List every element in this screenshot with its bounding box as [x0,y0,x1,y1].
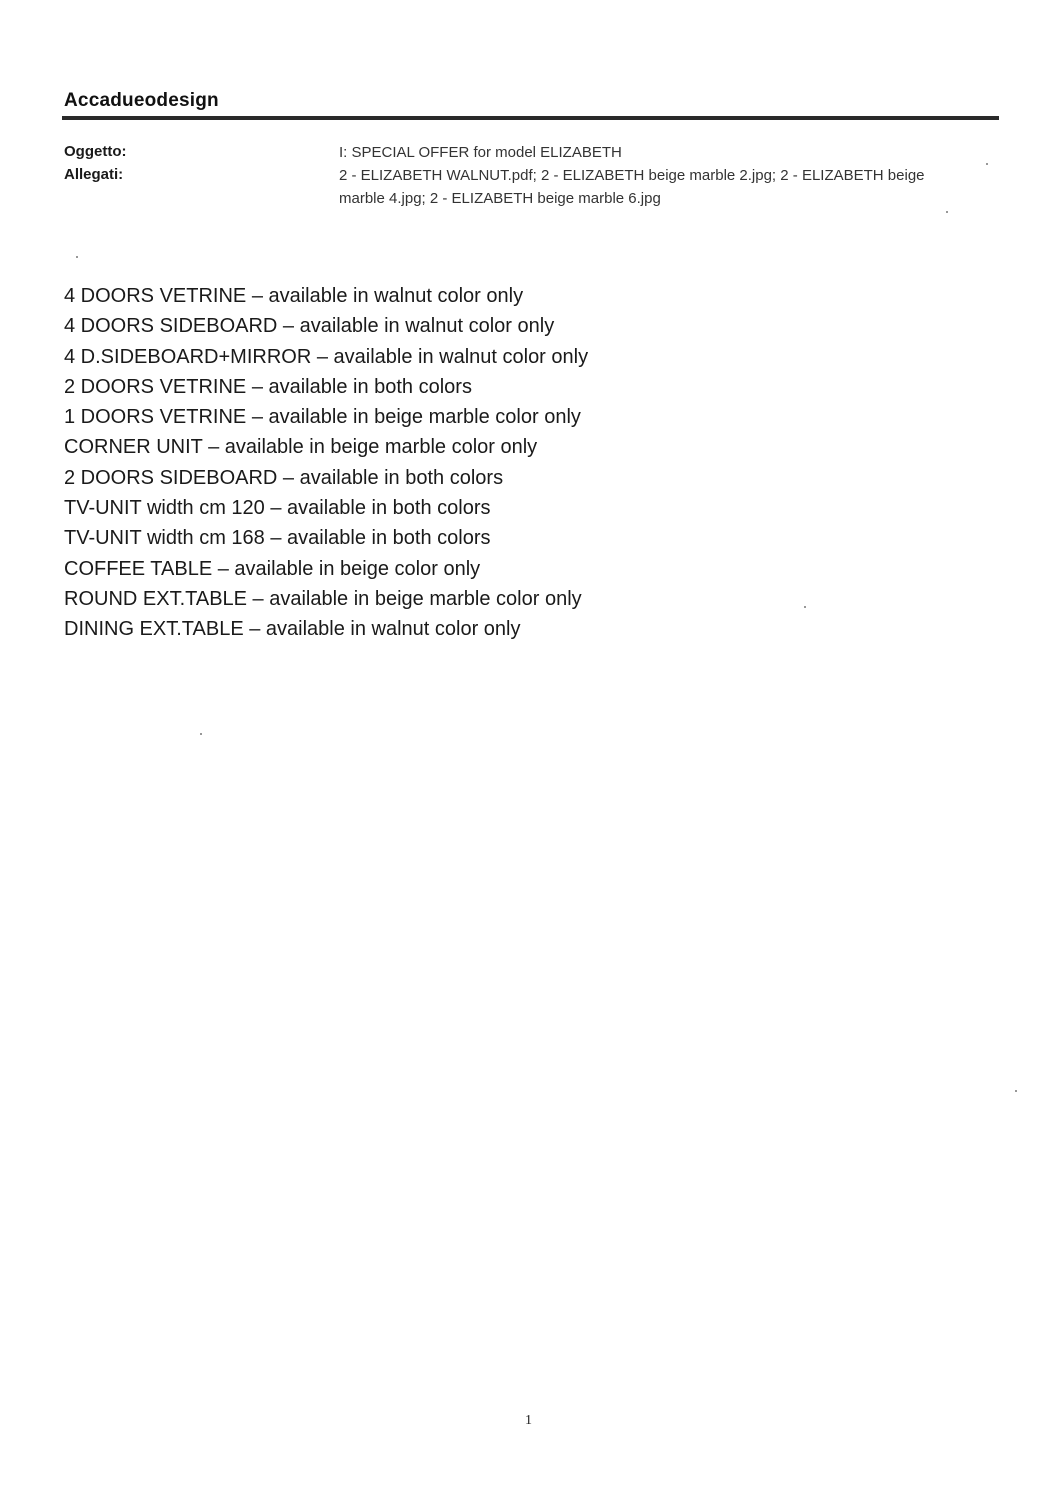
scan-speck [946,211,948,213]
subject-value: I: SPECIAL OFFER for model ELIZABETH [339,144,622,161]
product-item: 2 DOORS VETRINE – available in both colors [64,375,472,398]
page-number: 1 [525,1413,532,1428]
product-item: ROUND EXT.TABLE – available in beige marble color only [64,587,582,610]
company-name: Accadueodesign [64,90,219,111]
subject-label: Oggetto: [64,143,127,160]
scan-speck [76,256,78,258]
scan-speck [200,733,202,735]
product-item: 1 DOORS VETRINE – available in beige marble color only [64,406,581,429]
product-list [64,281,588,645]
product-item: 4 DOORS SIDEBOARD – available in walnut color only [64,315,555,338]
product-item: TV-UNIT width cm 120 – available in both colors [64,497,491,520]
product-item: 4 DOORS VETRINE – available in walnut color only [64,285,524,307]
attachments-value: 2 - ELIZABETH WALNUT.pdf; 2 - ELIZABETH beige marble 2.jpg; 2 - ELIZABETH beige marble 4.jpg; 2 - ELIZABETH beige marble 6.jpg [339,167,925,207]
scan-speck [986,163,988,165]
product-item: COFFEE TABLE – available in beige color only [64,557,481,580]
product-item: TV-UNIT width cm 168 – available in both colors [64,527,491,550]
product-item: CORNER UNIT – available in beige marble color only [64,436,538,459]
attachments-label: Allegati: [64,166,124,183]
header-divider [62,116,999,120]
scan-speck [1015,1090,1017,1092]
product-item: 2 DOORS SIDEBOARD – available in both colors [64,466,504,489]
product-item: 4 D.SIDEBOARD+MIRROR – available in walnut color only [64,345,589,368]
product-item: DINING EXT.TABLE – available in walnut color only [64,618,521,641]
scan-speck [804,606,806,608]
